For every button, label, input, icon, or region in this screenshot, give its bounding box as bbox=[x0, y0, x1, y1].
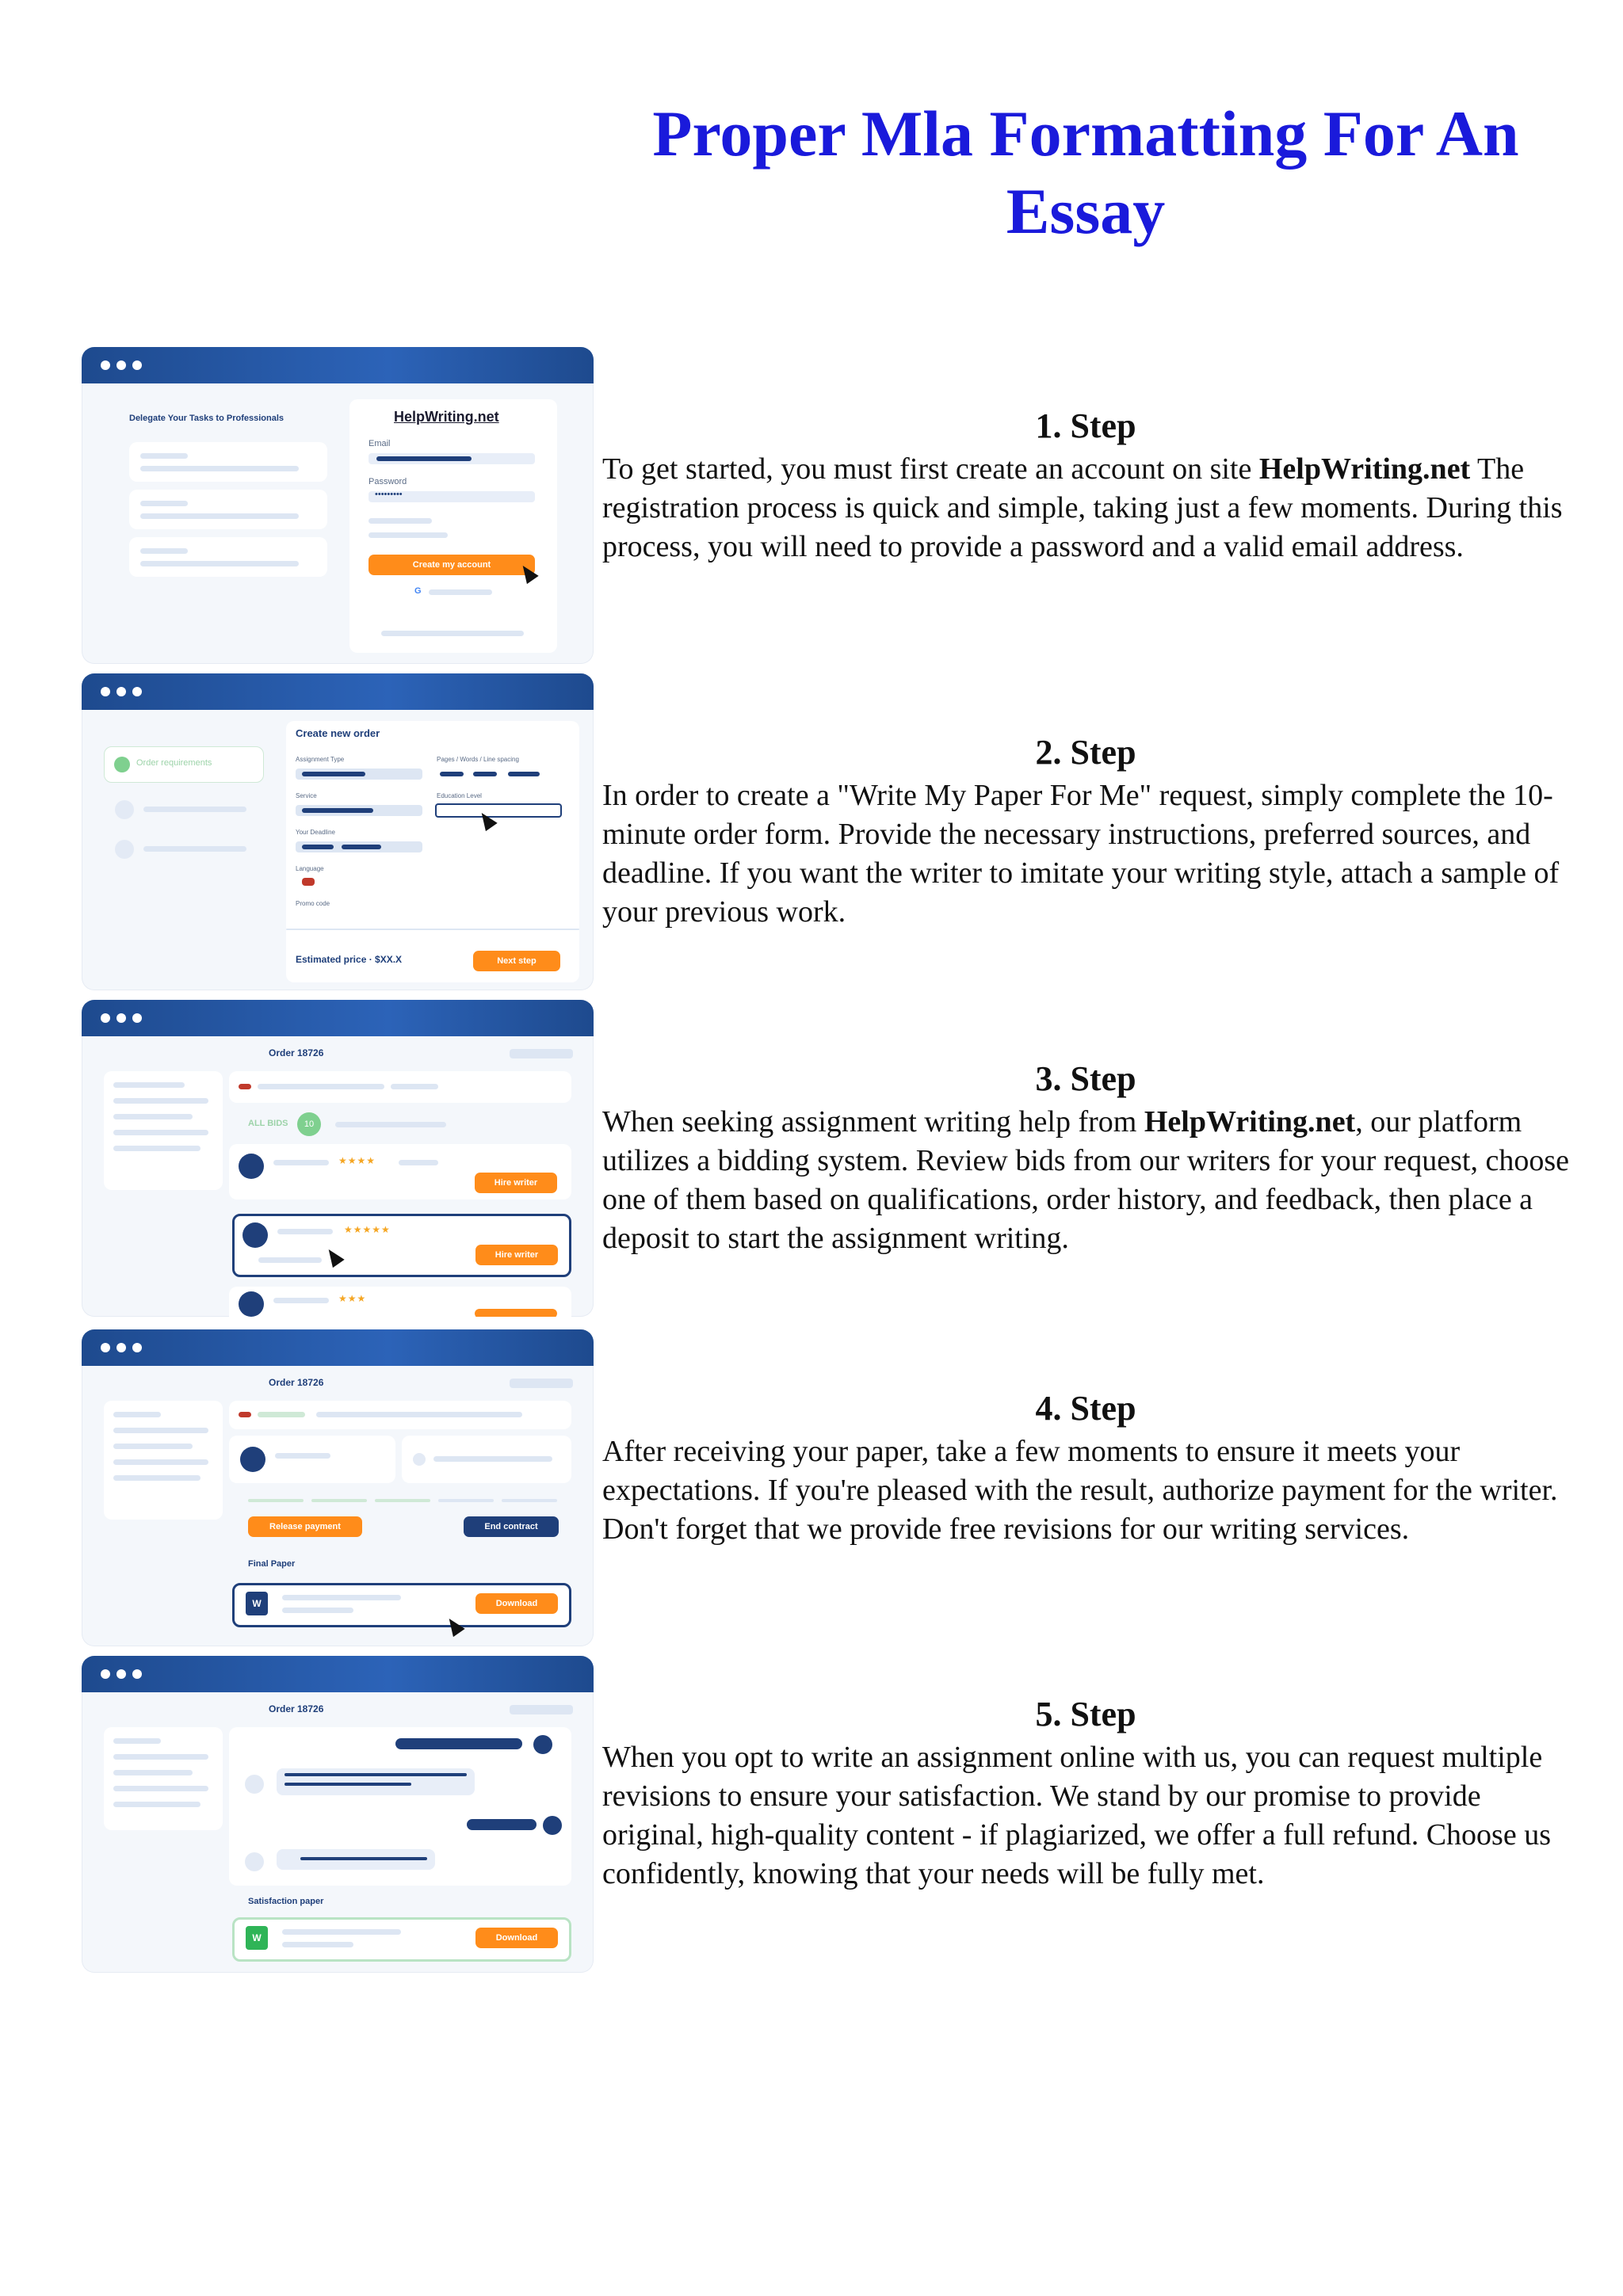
shot-next-step-button: Next step bbox=[473, 951, 560, 971]
rating-stars-icon: ★★★ bbox=[338, 1293, 367, 1304]
window-dot-icon bbox=[101, 1669, 110, 1679]
window-dot-icon bbox=[116, 687, 126, 696]
shot-bids-count: 10 bbox=[297, 1112, 321, 1136]
shot-bid-card bbox=[229, 1287, 571, 1317]
shot-hire-writer-button: Hire writer bbox=[475, 1245, 558, 1265]
shot-writer-card bbox=[229, 1436, 395, 1483]
flag-icon bbox=[239, 1084, 251, 1089]
cursor-icon bbox=[443, 1615, 464, 1637]
step-3 bbox=[0, 1000, 1623, 1326]
avatar bbox=[239, 1154, 264, 1179]
avatar bbox=[245, 1775, 264, 1794]
shot-end-contract-button: End contract bbox=[464, 1516, 559, 1537]
chat-bubble bbox=[467, 1819, 537, 1830]
shot-field-label: Promo code bbox=[296, 900, 330, 907]
window-dot-icon bbox=[101, 1343, 110, 1352]
shot-card bbox=[129, 537, 327, 577]
shot-field-label: Pages / Words / Line spacing bbox=[437, 756, 519, 763]
shot-satisfaction-paper-card bbox=[232, 1917, 571, 1962]
shot-heading: Create new order bbox=[296, 727, 380, 739]
step-2-title: 2. Step bbox=[1035, 733, 1136, 772]
shot-chat-panel bbox=[229, 1727, 571, 1886]
flag-icon bbox=[302, 878, 315, 886]
shot-download-button: Download bbox=[475, 1928, 558, 1948]
word-document-icon: W bbox=[246, 1926, 268, 1950]
google-icon: G bbox=[414, 586, 422, 596]
shot-estimated-price: Estimated price · $XX.X bbox=[296, 954, 403, 965]
shot-all-bids-label: ALL BIDS bbox=[248, 1119, 288, 1128]
chat-bubble bbox=[395, 1738, 522, 1749]
avatar bbox=[533, 1735, 552, 1754]
shot-bid-card bbox=[229, 1144, 571, 1199]
step-5-body bbox=[602, 1738, 1585, 1894]
shot-satisfaction-label: Satisfaction paper bbox=[248, 1897, 324, 1906]
rating-stars-icon: ★★★★★ bbox=[344, 1224, 391, 1235]
window-dot-icon bbox=[132, 360, 142, 370]
shot-final-paper-label: Final Paper bbox=[248, 1559, 296, 1569]
step-5-text: When you opt to write an assignment online with us, you can request multiple revisions to ensure your satisfaction. We stand by our promise to provide original, high-quality content - if plagiarized, we offer a full refund. Choose us confidently, knowing that your needs will be fully met. bbox=[602, 1741, 1551, 1890]
avatar bbox=[543, 1816, 562, 1835]
shot-heading: Order 18726 bbox=[269, 1703, 324, 1714]
shot-order-form bbox=[286, 721, 579, 982]
shot-side-item-label: Order requirements bbox=[136, 758, 212, 768]
window-dot-icon bbox=[116, 1669, 126, 1679]
window-titlebar bbox=[82, 1329, 594, 1366]
window-titlebar bbox=[82, 673, 594, 710]
brand-name: HelpWriting.net bbox=[1144, 1105, 1356, 1138]
step-4-body bbox=[602, 1432, 1585, 1549]
shot-info-card bbox=[402, 1436, 571, 1483]
shot-hire-writer-button bbox=[475, 1309, 557, 1317]
window-dot-icon bbox=[132, 687, 142, 696]
shot-hire-writer-button: Hire writer bbox=[475, 1173, 557, 1193]
shot-field-label: Education Level bbox=[437, 792, 482, 799]
shot-create-account-button: Create my account bbox=[369, 555, 535, 575]
window-titlebar bbox=[82, 347, 594, 383]
window-dot-icon bbox=[132, 1669, 142, 1679]
step-4 bbox=[0, 1329, 1623, 1656]
shot-left-heading: Delegate Your Tasks to Professionals bbox=[129, 414, 285, 423]
step-3-body bbox=[602, 1103, 1585, 1258]
shot-active-field bbox=[435, 803, 562, 818]
window-dot-icon bbox=[132, 1343, 142, 1352]
shot-release-payment-button: Release payment bbox=[248, 1516, 362, 1537]
shot-order-summary bbox=[229, 1401, 571, 1429]
step-5 bbox=[0, 1656, 1623, 1982]
shot-sidebar bbox=[104, 1727, 223, 1830]
step-2-body bbox=[602, 776, 1585, 932]
step-1-screenshot bbox=[82, 347, 594, 664]
shot-password-label: Password bbox=[369, 477, 407, 486]
cursor-icon bbox=[323, 1245, 344, 1268]
step-4-screenshot bbox=[82, 1329, 594, 1646]
window-dot-icon bbox=[101, 360, 110, 370]
shot-sidebar bbox=[104, 1401, 223, 1520]
shot-order-summary bbox=[229, 1071, 571, 1103]
shot-brand: HelpWriting.net bbox=[394, 409, 499, 425]
shot-email-label: Email bbox=[369, 439, 391, 448]
step-1-body bbox=[602, 450, 1585, 566]
shot-signup-form bbox=[349, 399, 557, 653]
step-3-text: When seeking assignment writing help from bbox=[602, 1105, 1144, 1138]
window-dot-icon bbox=[101, 1013, 110, 1023]
shot-card bbox=[129, 490, 327, 529]
step-1 bbox=[0, 347, 1623, 673]
shot-side-item bbox=[104, 746, 264, 783]
avatar bbox=[240, 1447, 265, 1472]
step-1-title: 1. Step bbox=[1035, 406, 1136, 445]
flag-icon bbox=[239, 1412, 251, 1417]
step-5-title: 5. Step bbox=[1035, 1695, 1136, 1733]
avatar bbox=[239, 1291, 264, 1317]
shot-field-label: Service bbox=[296, 792, 317, 799]
step-2 bbox=[0, 673, 1623, 1000]
step-3-text-continued: , our platform utilizes a bidding system. Review bids from our writers for your request, choose one of them based on qualifications, order history, and feedback, then place a deposit to start the assignment writing. bbox=[602, 1105, 1569, 1255]
shot-field-label: Assignment Type bbox=[296, 756, 345, 763]
shot-field-label: Language bbox=[296, 865, 324, 872]
page-title: Proper Mla Formatting For An Essay bbox=[652, 97, 1519, 247]
step-3-screenshot bbox=[82, 1000, 594, 1317]
step-1-text-continued: The registration process is quick and simple, taking just a few moments. During this process, you will need to provide a password and a valid email address. bbox=[602, 452, 1563, 563]
shot-download-button: Download bbox=[475, 1593, 558, 1614]
rating-stars-icon: ★★★★ bbox=[338, 1155, 376, 1166]
step-2-text: In order to create a "Write My Paper For Me" request, simply complete the 10-minute order form. Provide the necessary instructions, preferred sources, and deadline. If you want the writer to imitate your writing style, attach a sample of your previous work. bbox=[602, 779, 1560, 929]
shot-final-paper-card bbox=[232, 1583, 571, 1627]
window-titlebar bbox=[82, 1000, 594, 1036]
window-dot-icon bbox=[101, 687, 110, 696]
window-dot-icon bbox=[116, 360, 126, 370]
shot-card bbox=[129, 442, 327, 482]
window-dot-icon bbox=[116, 1343, 126, 1352]
avatar bbox=[245, 1852, 264, 1871]
shot-heading: Order 18726 bbox=[269, 1377, 324, 1388]
avatar bbox=[242, 1222, 268, 1248]
window-titlebar bbox=[82, 1656, 594, 1692]
shot-field-label: Your Deadline bbox=[296, 829, 335, 836]
step-4-title: 4. Step bbox=[1035, 1389, 1136, 1428]
window-dot-icon bbox=[116, 1013, 126, 1023]
shot-heading: Order 18726 bbox=[269, 1047, 324, 1058]
step-4-text: After receiving your paper, take a few moments to ensure it meets your expectations. If you're pleased with the result, authorize payment for the writer. Don't forget that we provide free revisions for our writing services. bbox=[602, 1435, 1558, 1546]
window-dot-icon bbox=[132, 1013, 142, 1023]
shot-sidebar bbox=[104, 1071, 223, 1190]
shot-selected-bid-card bbox=[232, 1214, 571, 1277]
step-2-screenshot bbox=[82, 673, 594, 990]
step-3-title: 3. Step bbox=[1035, 1059, 1136, 1098]
shot-password-mask: ••••••••• bbox=[375, 490, 403, 499]
step-1-text: To get started, you must first create an account on site bbox=[602, 452, 1259, 486]
step-5-screenshot bbox=[82, 1656, 594, 1973]
brand-name: HelpWriting.net bbox=[1258, 452, 1471, 486]
word-document-icon: W bbox=[246, 1592, 268, 1615]
